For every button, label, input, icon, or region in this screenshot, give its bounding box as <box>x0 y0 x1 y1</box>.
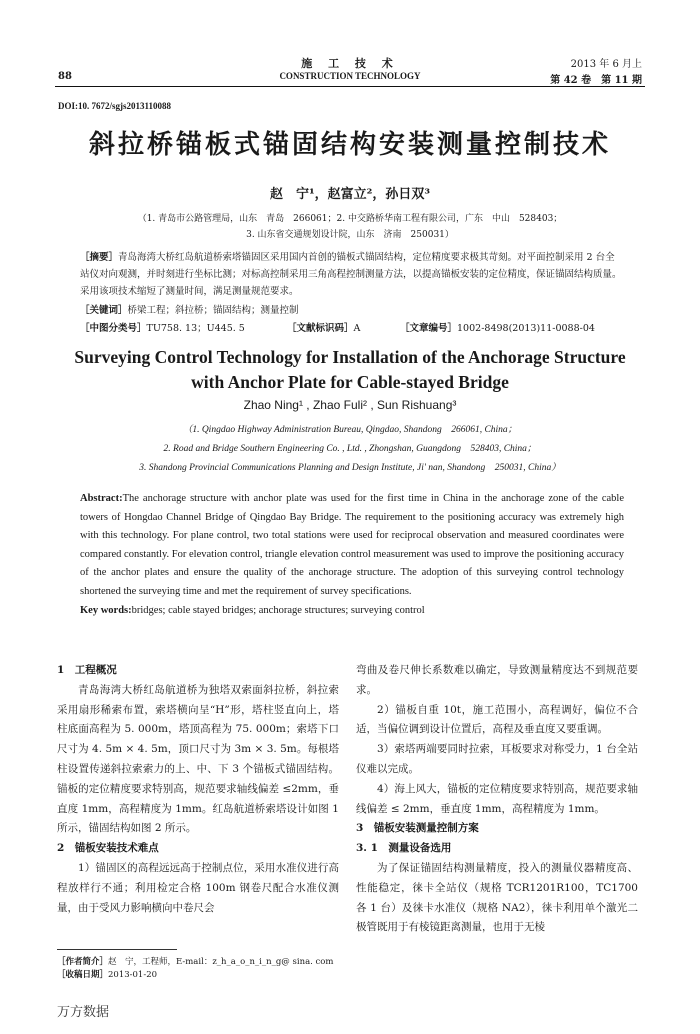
authors-zh: 赵 宁¹，赵富立²，孙日双³ <box>269 187 431 202</box>
article-number-label: ［文章编号］ <box>400 323 458 334</box>
title-en-line1: Surveying Control Technology for Installation of the Anchorage Structure <box>74 347 626 367</box>
section-1-heading: 1 工程概况 <box>57 664 117 676</box>
journal-name-en: CONSTRUCTION TECHNOLOGY <box>279 71 421 81</box>
document-code-label: ［文献标识码］ <box>287 323 354 334</box>
received-date-label: ［收稿日期］ <box>57 970 109 980</box>
received-date-footnote <box>57 968 157 980</box>
section-2-heading: 2 锚板安装技术难点 <box>57 842 159 855</box>
received-date-text: 2013-01-20 <box>108 970 158 980</box>
page-number: 88 <box>58 71 72 82</box>
section-2-paragraph-3: 3）索塔两端要同时拉索，耳板要求对称受力，1 台全站仪难以完成。 <box>356 743 638 775</box>
title-zh: 斜拉桥锚板式锚固结构安装测量控制技术 <box>88 130 611 160</box>
section-2-paragraph-4: 4）海上风大，锚板的定位精度要求特别高，规范要求轴线偏差 ≤ 2mm，垂直度 1mm，高程精度为 1mm。 <box>356 782 638 815</box>
abstract-zh-text: 青岛海湾大桥红岛航道桥索塔锚固区采用国内首创的锚板式锚固结构，定位精度要求极其苛刻。对平面控制采用 2 台全站仪对向观测，并时刻进行坐标比测；对标高控制采用三角高程控制测量方法，以提高锚板安装的定位精度，保证锚固结构质量。采用该项技术缩短了测量时间，满足测量规范要求。 <box>80 252 622 297</box>
affiliation-zh-line2: 3. 山东省交通规划设计院，山东 济南 250031） <box>246 230 454 240</box>
clc-label: ［中图分类号］ <box>80 323 147 334</box>
watermark: 万方数据 <box>57 1005 110 1020</box>
title-en-line2: with Anchor Plate for Cable-stayed Bridge <box>191 372 509 392</box>
keywords-zh <box>80 302 624 316</box>
header-rule <box>55 86 645 87</box>
affiliation-en-line3: 3. Shandong Provincial Communications Planning and Design Institute, Ji' nan, Shandong 250031, China） <box>139 463 561 473</box>
authors-en: Zhao Ning¹ , Zhao Fuli² , Sun Rishuang³ <box>243 398 457 412</box>
keywords-zh-text: 桥梁工程；斜拉桥；锚固结构；测量控制 <box>127 305 299 316</box>
section-2-paragraph-2: 2）锚板自重 10t，施工范围小，高程调好，偏位不合适，当偏位调到设计位置后，高程及垂直度又要重调。 <box>356 703 638 736</box>
abstract-en <box>80 490 624 602</box>
author-bio-text: 赵 宁，工程师，E-mail：z_h_a_o_n_i_n_g@ sina. com <box>108 957 334 967</box>
abstract-zh <box>80 249 624 300</box>
abstract-zh-label: ［摘要］ <box>80 252 119 263</box>
issue-date: 2013 年 6 月上 <box>570 59 642 70</box>
doi: DOI:10. 7672/sgjs2013110088 <box>58 101 172 111</box>
document-code <box>287 320 360 334</box>
author-bio-footnote <box>57 955 333 967</box>
affiliation-en-line1: （1. Qingdao Highway Administration Bureau, Qingdao, Shandong 266061, China； <box>182 425 518 435</box>
article-number <box>400 320 595 334</box>
keywords-zh-label: ［关键词］ <box>80 305 128 316</box>
author-bio-label: ［作者简介］ <box>57 957 109 967</box>
abstract-en-text: The anchorage structure with anchor plate was used for the first time in China in the anchorage zone of the cable towers of Hongdao Channel Bridge of Qingdao Bay Bridge. The requirement to the positioning accuracy was extremely high with this technology. For plane control, two total stations were used for reciprocal observation and measured coordinates were compared constantly. For elevation control, triangle elevation control measurement was used to improve the positioning accuracy of the anchor plates and ensure the quality of the anchorage structure. The adoption of this surveying control technology shortened the surveying time and met the requirement of survey specifications. <box>80 493 624 597</box>
article-number-value: 1002-8498(2013)11-0088-04 <box>457 323 595 334</box>
keywords-en <box>80 605 624 616</box>
affiliation-zh-line1: （1. 青岛市公路管理局，山东 青岛 266061；2. 中交路桥华南工程有限公司，广东 中山 528403； <box>137 214 563 224</box>
keywords-en-label: Key words: <box>80 605 132 616</box>
title-en <box>0 345 700 395</box>
section-3-heading: 3 锚板安装测量控制方案 <box>356 822 479 835</box>
abstract-en-label: Abstract: <box>80 493 123 504</box>
section-3-1-heading: 3. 1 测量设备选用 <box>356 842 452 855</box>
footnote-rule <box>57 949 177 950</box>
section-1-paragraph: 青岛海湾大桥红岛航道桥为独塔双索面斜拉桥，斜拉索采用扇形稀索布置，索塔横向呈“H”形，塔柱竖直向上，塔柱底面高程为 5. 000m，塔顶高程为 75. 000m；索塔下口尺寸为 4. 5m × 4. 5m，顶口尺寸为 3m × 3. 5m。每根塔柱设置传递斜拉索索力的上、中、下 3 个锚板式锚固结构。锚板的定位精度要求特别高，规范要求轴线偏差 ≤2mm，垂直度 1mm，高程精度为 1mm。红岛航道桥索塔设计如图 1 所示，锚固结构如图 2 所示。 <box>57 683 339 835</box>
clc-value: TU758. 13；U445. 5 <box>146 323 245 334</box>
body-column-left <box>57 661 339 918</box>
journal-name-zh: 施 工 技 术 <box>301 57 399 70</box>
affiliation-en-line2: 2. Road and Bridge Southern Engineering Co. , Ltd. , Zhongshan, Guangdong 528403, China； <box>163 444 537 454</box>
keywords-en-text: bridges; cable stayed bridges; anchorage structures; surveying control <box>131 605 425 616</box>
document-code-value: A <box>353 323 361 334</box>
section-2-paragraph-1: 1）锚固区的高程远远高于控制点位，采用水准仪进行高程放样行不通；利用检定合格 100m 钢卷尺配合水准仪测量，由于受风力影响横向中卷尺会 <box>57 861 339 914</box>
section-3-1-paragraph: 为了保证锚固结构测量精度，投入的测量仪器精度高、性能稳定，徕卡全站仪（规格 TCR1201R100，TC1700 各 1 台）及徕卡水准仪（规格 NA2），徕卡利用单个激光二极管既用于有棱镜距离测量，也用于无棱 <box>356 861 638 934</box>
volume-issue: 第 42 卷 第 11 期 <box>550 75 642 86</box>
body-column-right <box>356 661 638 938</box>
section-2-paragraph-1-continued: 弯曲及卷尺伸长系数难以确定，导致测量精度达不到规范要求。 <box>356 664 638 696</box>
